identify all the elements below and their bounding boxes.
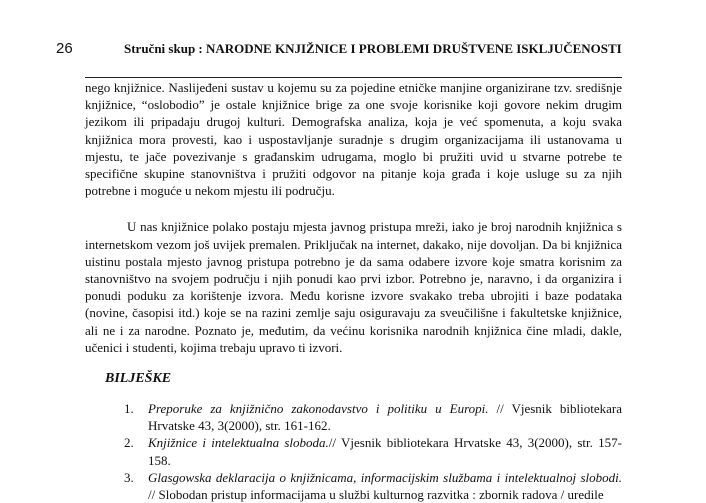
- text-line: knjižnice, “oslobodio” je ostale knjižnice brige za one svoje korisnike koji govore nekim drugim: [85, 97, 622, 113]
- note-number: 3.: [124, 469, 134, 485]
- page-header: [56, 40, 650, 60]
- header-rule: [85, 77, 622, 78]
- note-line: Hrvatske 43, 3(2000), str. 161-162.: [148, 418, 331, 434]
- text-line: ponudi poduku za korištenje izvora. Među korisne izvore svakako treba ubrojiti i baze podataka: [85, 288, 622, 304]
- note-source: // Vjesnik bibliotekara: [488, 401, 622, 416]
- text-line: uistinu postala mjesto javnog pristupa potrebno je da sama odabere izvore koje smatra korisnim za: [85, 253, 622, 269]
- note-number: 1.: [124, 401, 134, 416]
- text-line: U nas knjižnice polako postaju mjesta javnog pristupa mreži, iako je broj narodnih knjižnica s: [127, 219, 622, 235]
- text-line: knjižnica mora provesti, kao i uspostavljanje suradnje s drugim organizacijama ili ustanovama u: [85, 131, 622, 147]
- note-title: Preporuke za knjižnično zakonodavstvo i politiku u Europi.: [148, 401, 489, 416]
- notes-heading: BILJEŠKE: [105, 371, 172, 386]
- paragraph-2: [85, 218, 622, 356]
- note-line: // Slobodan pristup informacijama u službi kulturnog razvitka : zbornik radova / uredile: [148, 487, 604, 503]
- note-item: [124, 400, 622, 434]
- text-line: specifične skupine stanovništva i pružiti odgovor na pitanje koja građa i koje usluge su za njih: [85, 166, 622, 182]
- note-line: [148, 434, 622, 451]
- note-item: [124, 434, 622, 468]
- paragraph-1: [85, 79, 622, 199]
- text-line: mjestu, te jače povezivanje s građanskim udrugama, moglo bi pružiti uvid u stvarne potrebe te: [85, 148, 622, 164]
- running-title: Stručni skup : NARODNE KNJIŽNICE I PROBLEMI DRUŠTVENE ISKLJUČENOSTI: [124, 41, 622, 56]
- note-line: 158.: [148, 452, 171, 468]
- note-title: Glasgowska deklaracija o knjižnicama, informacijskim službama i intelektualnoj slobodi.: [148, 469, 622, 485]
- page-number: 26: [56, 40, 73, 57]
- text-line: jezikom ili pripadaju drugoj kulturi. Demografska analiza, koja je već spomenuta, a koju svaka: [85, 114, 622, 130]
- note-line: [148, 400, 622, 417]
- text-line: potrebne i moguće u nekom mjestu ili području.: [85, 183, 335, 199]
- body-text: [85, 79, 622, 356]
- note-line: [148, 469, 622, 486]
- note-source: // Vjesnik bibliotekara Hrvatske 43, 3(2000), str. 157-: [328, 435, 622, 451]
- text-line: ali ne i za narodne. Poznato je, međutim, da većinu korisnika narodnih knjižnica čine mladi, dakle,: [85, 322, 622, 338]
- note-title: Knjižnice i intelektualna sloboda.: [148, 435, 329, 451]
- text-line: nego knjižnice. Naslijeđeni sustav u kojemu su za pojedine etničke manjine organizirane tzv. središnje: [85, 80, 622, 95]
- note-number: 2.: [124, 435, 134, 451]
- text-line: stanovništvo na svojem području i njih ponudi kao prvi izbor. Potrebno je, naravno, i da organizira i: [85, 271, 622, 287]
- text-line: (novine, časopisi itd.) koje se na razini zemlje saju osiguravaju za sveučilišne i fakultetske knjižnice,: [85, 305, 622, 321]
- text-line: učenici i studenti, kojima trebaju upravo ti izvori.: [85, 339, 343, 355]
- notes-list: [124, 400, 622, 503]
- text-line: internetskom vezom još uvijek premalen. Priključak na internet, dakako, nije dovoljan. Da bi knjižnica: [85, 236, 622, 252]
